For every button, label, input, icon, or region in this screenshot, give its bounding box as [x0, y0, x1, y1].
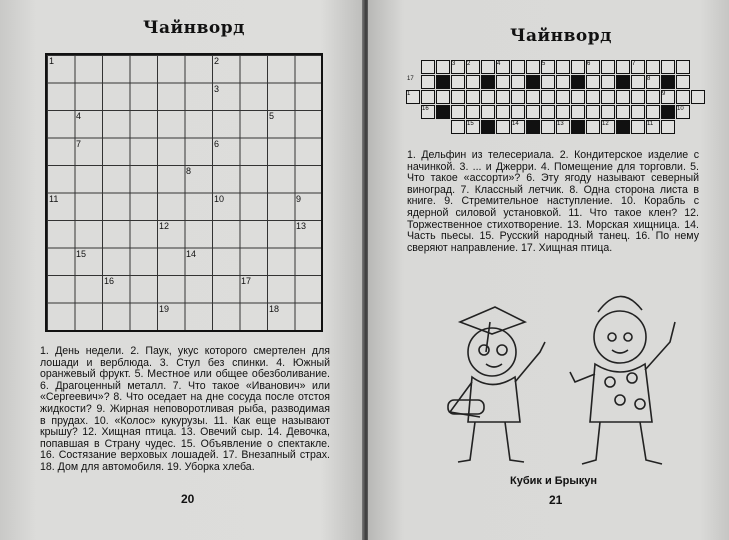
- chainword-cell: [511, 60, 525, 74]
- chainword-cell: [631, 75, 645, 89]
- page-title-right: Чайнворд: [510, 26, 612, 46]
- chainword-cell: [676, 75, 690, 89]
- crossword-grid-left: [45, 53, 323, 332]
- chainword-cell: [436, 105, 450, 119]
- chainword-cell: [481, 105, 495, 119]
- chainword-cell: [586, 75, 600, 89]
- cell-number: 2: [467, 61, 471, 67]
- cell-number: 10: [214, 194, 225, 204]
- cell-number: 13: [296, 221, 307, 231]
- chainword-cell: [556, 75, 570, 89]
- chainword-cell: [451, 75, 465, 89]
- chainword-cell: [661, 105, 675, 119]
- cell-number: 17: [407, 76, 414, 82]
- cell-number: 7: [76, 139, 82, 149]
- chainword-cell: [481, 90, 495, 104]
- page-number-right: 21: [549, 493, 563, 507]
- chainword-cell: [646, 105, 660, 119]
- chainword-cell: [631, 90, 645, 104]
- chainword-cell: [571, 105, 585, 119]
- cell-number: 1: [407, 91, 411, 97]
- cell-number: 5: [269, 111, 275, 121]
- chainword-cell: [571, 75, 585, 89]
- chainword-cell: [481, 120, 495, 134]
- chainword-cell: [511, 75, 525, 89]
- chainword-cell: [511, 105, 525, 119]
- chainword-cell: [646, 90, 660, 104]
- cell-number: 14: [186, 249, 197, 259]
- cell-number: 11: [49, 194, 59, 204]
- chainword-cell: [526, 105, 540, 119]
- cell-number: 17: [241, 276, 252, 286]
- page-number-left: 20: [181, 492, 195, 506]
- chainword-cell: [496, 90, 510, 104]
- chainword-cell: [616, 105, 630, 119]
- chainword-cell: [451, 90, 465, 104]
- chainword-cell: [541, 90, 555, 104]
- page-title-left: Чайнворд: [143, 18, 245, 38]
- chainword-cell: [421, 90, 435, 104]
- cell-number: 15: [467, 121, 474, 127]
- chainword-cell: [676, 60, 690, 74]
- chainword-cell: [661, 60, 675, 74]
- cell-number: 9: [662, 91, 666, 97]
- chainword-cell: [526, 75, 540, 89]
- chainword-grid-right: [406, 60, 694, 140]
- cell-number: 8: [647, 76, 651, 82]
- chainword-cell: [466, 75, 480, 89]
- chainword-cell: [616, 90, 630, 104]
- cell-number: 14: [512, 121, 519, 127]
- chainword-cell: [436, 90, 450, 104]
- cell-number: 6: [214, 139, 220, 149]
- chainword-cell: [661, 120, 675, 134]
- chainword-cell: [526, 120, 540, 134]
- kids-illustration: [420, 282, 690, 472]
- chainword-cell: [496, 105, 510, 119]
- chainword-cell: [421, 75, 435, 89]
- chainword-cell: [616, 60, 630, 74]
- chainword-cell: [586, 90, 600, 104]
- illustration-caption: Кубик и Брыкун: [510, 475, 598, 487]
- chainword-cell: [451, 105, 465, 119]
- chainword-cell: [676, 90, 690, 104]
- cell-number: 16: [422, 106, 429, 112]
- cell-number: 19: [159, 304, 170, 314]
- chainword-cell: [496, 120, 510, 134]
- chainword-cell: [466, 105, 480, 119]
- left-page: [0, 0, 364, 540]
- chainword-cell: [496, 75, 510, 89]
- chainword-cell: [436, 60, 450, 74]
- clues-right: 1. Дельфин из телесериала. 2. Кондитерское изделие с начинкой. 3. ... и Джерри. 4. Помещение для торговли. 5. Что такое «ассорти»? 6. Эту ягоду называют северный виноград. 7. Классный летчик. 8. Одна сторона листа в книге. 9. Стремительное наступление. 10. Корабль с ядерной силовой установкой. 11. Что такое клен? 12. Торжественное стихотворение. 13. Морская хищница. 14. Часть пьесы. 15. Русский народный танец. 16. По нему сверяют направление. 17. Хищная птица.: [407, 149, 699, 254]
- chainword-cell: [616, 120, 630, 134]
- chainword-cell: [466, 90, 480, 104]
- cell-number: 4: [76, 111, 82, 121]
- cell-number: 9: [296, 194, 302, 204]
- chainword-cell: [601, 60, 615, 74]
- chainword-cell: [541, 75, 555, 89]
- cell-number: 4: [497, 61, 501, 67]
- chainword-cell: [661, 75, 675, 89]
- chainword-cell: [421, 60, 435, 74]
- clues-left: 1. День недели. 2. Паук, укус которого смертелен для лошади и верблюда. 3. Стул без спинки. 4. Южный оранжевый фрукт. 5. Местное или общее обезболивание. 6. Драгоценный металл. 7. Что такое «Иванович» или «Сергеевич»? 8. Что оседает на дне сосуда после отстоя жидкости? 9. Жирная неповоротливая рыба, разводимая в прудах. 10. «Колос» кукурузы. 11. Как еще называют крышу? 12. Хищная птица. 13. Овечий сыр. 14. Девочка, попавшая в Страну чудес. 15. Объявление о спектакле. 16. Состязание верховых лошадей. 17. Внезапный страх. 18. Дом для автомобиля. 19. Уборка хлеба.: [40, 345, 330, 473]
- cell-number: 3: [452, 61, 456, 67]
- cell-number: 15: [76, 249, 87, 259]
- cell-number: 11: [647, 121, 654, 127]
- chainword-cell: [511, 90, 525, 104]
- chainword-cell: [691, 90, 705, 104]
- chainword-cell: [571, 90, 585, 104]
- chainword-cell: [556, 105, 570, 119]
- chainword-cell: [526, 90, 540, 104]
- chainword-cell: [451, 120, 465, 134]
- cell-number: 12: [159, 221, 170, 231]
- cell-number: 1: [49, 56, 55, 66]
- chainword-cell: [601, 75, 615, 89]
- chainword-cell: [481, 75, 495, 89]
- cell-number: 5: [542, 61, 546, 67]
- chainword-cell: [526, 60, 540, 74]
- cell-number: 13: [557, 121, 564, 127]
- chainword-cell: [556, 90, 570, 104]
- cell-number: 18: [269, 304, 280, 314]
- chainword-cell: [571, 120, 585, 134]
- chainword-cell: [601, 105, 615, 119]
- cell-number: 7: [632, 61, 636, 67]
- cell-number: 3: [214, 84, 220, 94]
- chainword-cell: [601, 90, 615, 104]
- chainword-cell: [616, 75, 630, 89]
- cell-number: 2: [214, 56, 220, 66]
- cell-number: 8: [186, 166, 192, 176]
- chainword-cell: [586, 120, 600, 134]
- chainword-cell: [481, 60, 495, 74]
- cell-number: 10: [677, 106, 684, 112]
- chainword-cell: [571, 60, 585, 74]
- chainword-cell: [631, 105, 645, 119]
- cell-number: 16: [104, 276, 115, 286]
- chainword-cell: [556, 60, 570, 74]
- chainword-cell: [541, 120, 555, 134]
- chainword-cell: [586, 105, 600, 119]
- cell-number: 12: [602, 121, 609, 127]
- chainword-cell: [631, 120, 645, 134]
- chainword-cell: [646, 60, 660, 74]
- cell-number: 6: [587, 61, 591, 67]
- chainword-cell: [436, 75, 450, 89]
- chainword-cell: [541, 105, 555, 119]
